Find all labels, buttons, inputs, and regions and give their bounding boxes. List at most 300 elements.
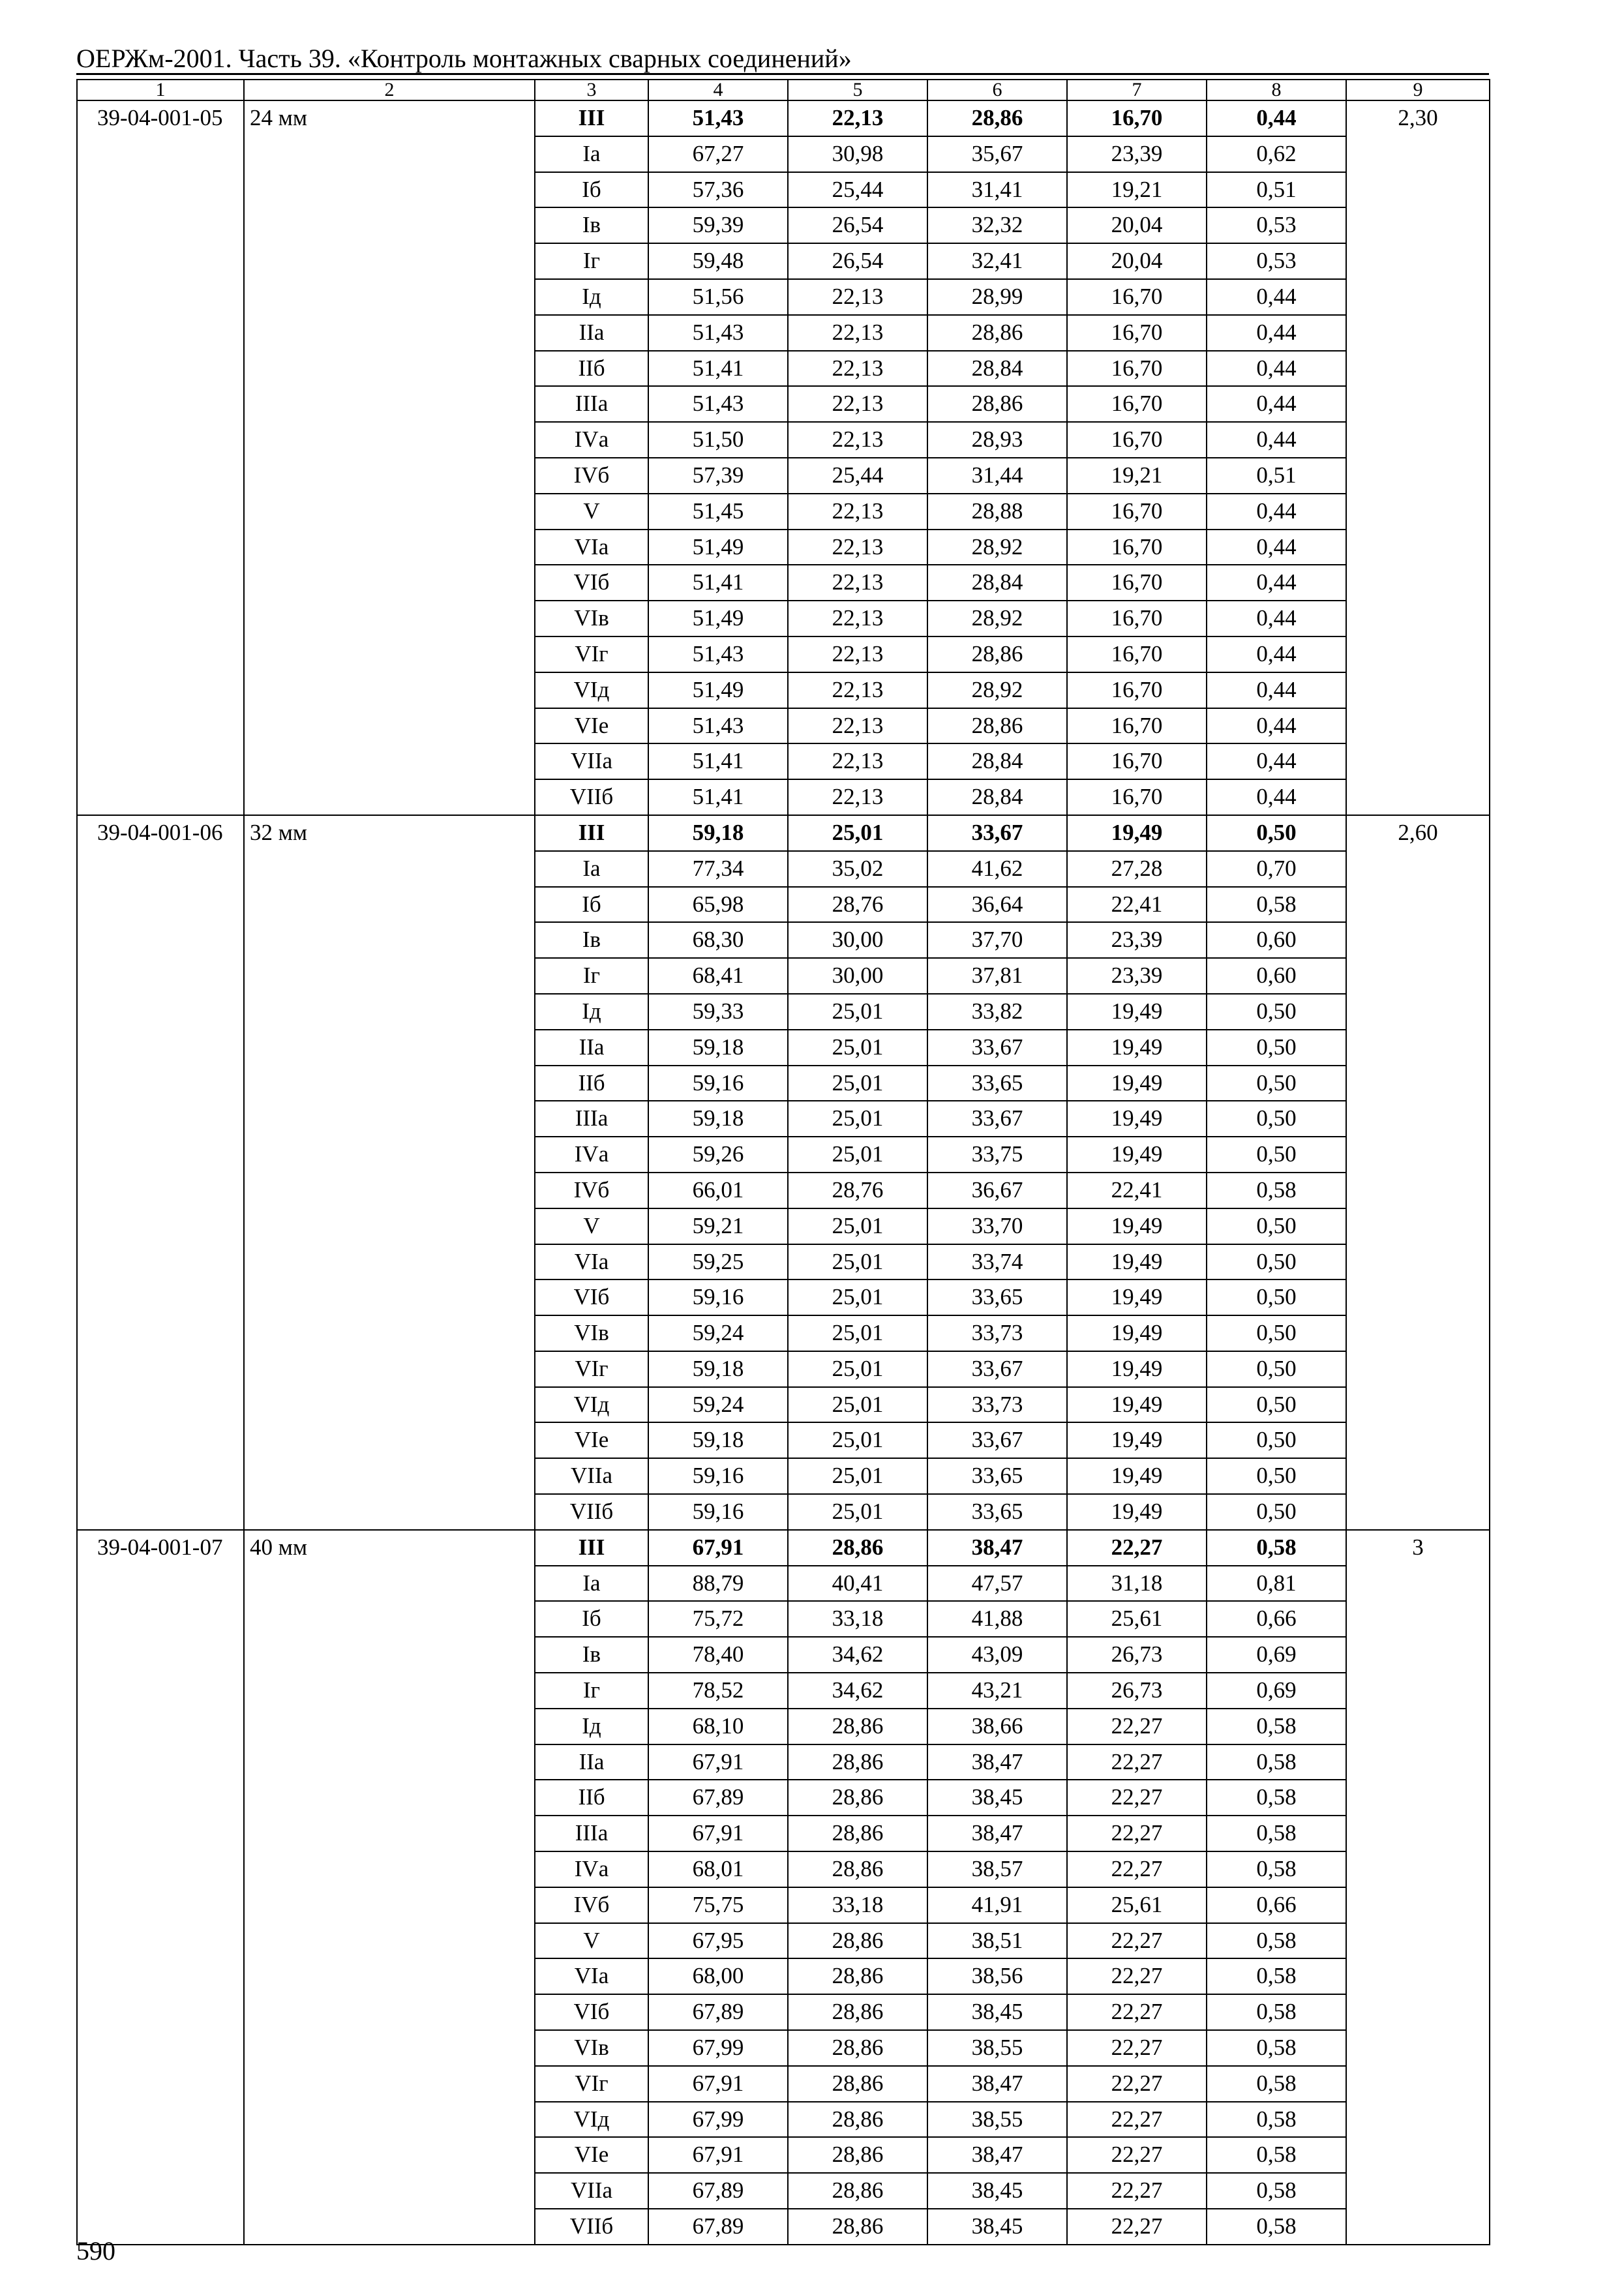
value-cell: 65,98 [648,887,788,923]
value-cell: 25,01 [788,1351,927,1387]
page-number: 590 [76,2236,115,2266]
value-cell: 31,44 [927,458,1067,494]
value-cell: 22,27 [1067,2137,1207,2173]
value-cell: 38,45 [927,2173,1067,2209]
value-cell: 0,51 [1207,172,1346,208]
value-cell: 75,75 [648,1887,788,1923]
value-cell: 16,70 [1067,422,1207,458]
value-cell: 59,48 [648,243,788,279]
value-cell: 32,32 [927,207,1067,243]
value-cell: 28,86 [788,2173,927,2209]
value-cell: 28,86 [927,636,1067,672]
value-cell: 88,79 [648,1566,788,1602]
value-cell: 22,27 [1067,1530,1207,1566]
value-cell: 0,50 [1207,815,1346,851]
value-cell: 28,86 [788,1780,927,1816]
value-cell: 38,55 [927,2102,1067,2138]
value-cell: 28,76 [788,887,927,923]
value-cell: 33,65 [927,1458,1067,1494]
value-cell: 0,69 [1207,1673,1346,1709]
category-cell: Iа [535,851,648,887]
value-cell: 26,54 [788,207,927,243]
value-cell: 28,76 [788,1173,927,1208]
value-cell: 59,26 [648,1137,788,1173]
value-cell: 38,47 [927,1816,1067,1851]
value-cell: 28,92 [927,672,1067,708]
value-cell: 16,70 [1067,279,1207,315]
value-cell: 0,66 [1207,1887,1346,1923]
value-cell: 22,13 [788,779,927,815]
value-cell: 19,49 [1067,994,1207,1030]
value-cell: 51,45 [648,494,788,530]
category-cell: Iа [535,1566,648,1602]
value-cell: 59,18 [648,1101,788,1137]
value-cell: 28,86 [927,386,1067,422]
value-cell: 22,13 [788,636,927,672]
value-cell: 28,86 [788,1530,927,1566]
value-cell: 22,13 [788,422,927,458]
value-cell: 0,50 [1207,1315,1346,1351]
value-cell: 16,70 [1067,672,1207,708]
value-cell: 16,70 [1067,636,1207,672]
value-cell: 23,39 [1067,136,1207,172]
table-row [77,1530,1490,1566]
value-cell: 59,18 [648,1351,788,1387]
value-cell: 68,00 [648,1958,788,1994]
value-cell: 22,27 [1067,2102,1207,2138]
value-cell: 0,50 [1207,1137,1346,1173]
value-cell: 51,43 [648,708,788,744]
value-cell: 38,51 [927,1923,1067,1959]
category-cell: Iг [535,1673,648,1709]
category-cell: IVа [535,422,648,458]
value-cell: 57,36 [648,172,788,208]
value-cell: 51,50 [648,422,788,458]
category-cell: IIб [535,351,648,387]
category-cell: Iг [535,958,648,994]
value-cell: 22,13 [788,494,927,530]
value-cell: 0,44 [1207,279,1346,315]
category-cell: IVб [535,458,648,494]
value-cell: 27,28 [1067,851,1207,887]
category-cell: Iб [535,172,648,208]
category-cell: IIа [535,1744,648,1780]
value-cell: 59,25 [648,1244,788,1280]
value-cell: 25,01 [788,1244,927,1280]
category-cell: VIв [535,2030,648,2066]
value-cell: 0,53 [1207,243,1346,279]
value-cell: 28,86 [788,1994,927,2030]
value-cell: 0,81 [1207,1566,1346,1602]
value-cell: 28,86 [927,315,1067,351]
value-cell: 0,58 [1207,1780,1346,1816]
value-cell: 67,91 [648,2137,788,2173]
column-number-5: 5 [788,80,927,100]
table-body [77,100,1490,2245]
value-cell: 59,16 [648,1458,788,1494]
column-number-7: 7 [1067,80,1207,100]
category-cell: Iд [535,1709,648,1744]
value-cell: 67,27 [648,136,788,172]
value-cell: 25,01 [788,1101,927,1137]
value-cell: 19,49 [1067,1208,1207,1244]
rate-code: 39-04-001-05 [77,100,244,815]
value-cell: 30,00 [788,958,927,994]
value-cell: 67,99 [648,2102,788,2138]
category-cell: IVа [535,1137,648,1173]
value-cell: 19,49 [1067,1387,1207,1423]
value-cell: 28,86 [788,1923,927,1959]
value-cell: 28,86 [788,2066,927,2102]
value-cell: 0,44 [1207,315,1346,351]
category-cell: VIд [535,1387,648,1423]
value-cell: 26,73 [1067,1673,1207,1709]
value-cell: 0,50 [1207,1066,1346,1101]
value-cell: 51,43 [648,100,788,136]
value-cell: 28,84 [927,565,1067,601]
value-cell: 67,95 [648,1923,788,1959]
col9-value: 2,60 [1346,815,1490,1530]
column-number-3: 3 [535,80,648,100]
value-cell: 16,70 [1067,100,1207,136]
value-cell: 38,45 [927,2209,1067,2245]
value-cell: 0,58 [1207,2173,1346,2209]
value-cell: 19,49 [1067,1351,1207,1387]
category-cell: VIIа [535,743,648,779]
value-cell: 0,50 [1207,1208,1346,1244]
column-number-1: 1 [77,80,244,100]
category-cell: IIа [535,1030,648,1066]
value-cell: 16,70 [1067,530,1207,565]
value-cell: 51,43 [648,386,788,422]
value-cell: 25,01 [788,1387,927,1423]
value-cell: 0,44 [1207,422,1346,458]
value-cell: 22,27 [1067,1851,1207,1887]
value-cell: 22,27 [1067,1816,1207,1851]
value-cell: 0,50 [1207,1387,1346,1423]
category-cell: VIд [535,2102,648,2138]
value-cell: 28,93 [927,422,1067,458]
value-cell: 25,01 [788,1315,927,1351]
value-cell: 28,86 [788,2102,927,2138]
category-cell: Iд [535,279,648,315]
category-cell: VIа [535,1958,648,1994]
value-cell: 0,58 [1207,1173,1346,1208]
value-cell: 68,01 [648,1851,788,1887]
value-cell: 0,44 [1207,743,1346,779]
category-cell: IIIа [535,386,648,422]
category-cell: III [535,1530,648,1566]
col9-value: 3 [1346,1530,1490,2245]
value-cell: 59,39 [648,207,788,243]
value-cell: 0,44 [1207,708,1346,744]
rate-name: 24 мм [244,100,535,815]
value-cell: 33,67 [927,1030,1067,1066]
value-cell: 0,58 [1207,1744,1346,1780]
column-number-4: 4 [648,80,788,100]
value-cell: 51,56 [648,279,788,315]
value-cell: 16,70 [1067,565,1207,601]
value-cell: 33,67 [927,1351,1067,1387]
rate-code: 39-04-001-07 [77,1530,244,2245]
value-cell: 16,70 [1067,351,1207,387]
value-cell: 31,18 [1067,1566,1207,1602]
value-cell: 0,50 [1207,994,1346,1030]
value-cell: 22,13 [788,743,927,779]
value-cell: 67,91 [648,1530,788,1566]
value-cell: 38,47 [927,1744,1067,1780]
value-cell: 43,21 [927,1673,1067,1709]
value-cell: 0,44 [1207,565,1346,601]
value-cell: 0,58 [1207,1958,1346,1994]
value-cell: 0,50 [1207,1030,1346,1066]
category-cell: VIб [535,1994,648,2030]
value-cell: 51,49 [648,601,788,636]
value-cell: 0,50 [1207,1351,1346,1387]
value-cell: 0,44 [1207,601,1346,636]
value-cell: 0,44 [1207,100,1346,136]
value-cell: 33,73 [927,1387,1067,1423]
value-cell: 22,13 [788,100,927,136]
value-cell: 47,57 [927,1566,1067,1602]
value-cell: 19,21 [1067,458,1207,494]
category-cell: VIб [535,565,648,601]
value-cell: 68,41 [648,958,788,994]
value-cell: 16,70 [1067,743,1207,779]
category-cell: V [535,1208,648,1244]
category-cell: VIIб [535,779,648,815]
value-cell: 33,67 [927,1101,1067,1137]
category-cell: V [535,494,648,530]
value-cell: 67,99 [648,2030,788,2066]
value-cell: 0,53 [1207,207,1346,243]
value-cell: 0,44 [1207,672,1346,708]
category-cell: Iа [535,136,648,172]
value-cell: 41,62 [927,851,1067,887]
value-cell: 68,30 [648,922,788,958]
value-cell: 34,62 [788,1637,927,1673]
value-cell: 57,39 [648,458,788,494]
page-title: ОЕРЖм-2001. Часть 39. «Контроль монтажных сварных соединений» [76,44,852,73]
value-cell: 0,58 [1207,2030,1346,2066]
value-cell: 67,91 [648,2066,788,2102]
value-cell: 22,13 [788,315,927,351]
value-cell: 59,18 [648,1030,788,1066]
value-cell: 23,39 [1067,922,1207,958]
value-cell: 19,49 [1067,1030,1207,1066]
value-cell: 22,27 [1067,1709,1207,1744]
value-cell: 28,86 [788,2030,927,2066]
value-cell: 22,13 [788,530,927,565]
value-cell: 33,67 [927,815,1067,851]
value-cell: 41,91 [927,1887,1067,1923]
category-cell: VIг [535,2066,648,2102]
value-cell: 22,27 [1067,1958,1207,1994]
value-cell: 25,01 [788,1137,927,1173]
value-cell: 35,02 [788,851,927,887]
category-cell: V [535,1923,648,1959]
value-cell: 25,44 [788,458,927,494]
category-cell: IIб [535,1066,648,1101]
value-cell: 25,61 [1067,1887,1207,1923]
value-cell: 33,70 [927,1208,1067,1244]
value-cell: 33,75 [927,1137,1067,1173]
value-cell: 0,58 [1207,887,1346,923]
value-cell: 23,39 [1067,958,1207,994]
rates-table-container [76,79,1489,2245]
value-cell: 22,13 [788,601,927,636]
value-cell: 43,09 [927,1637,1067,1673]
category-cell: VIв [535,1315,648,1351]
value-cell: 33,65 [927,1494,1067,1530]
value-cell: 28,84 [927,351,1067,387]
value-cell: 28,86 [927,100,1067,136]
value-cell: 35,67 [927,136,1067,172]
value-cell: 28,86 [788,1744,927,1780]
value-cell: 38,55 [927,2030,1067,2066]
category-cell: III [535,815,648,851]
value-cell: 51,43 [648,636,788,672]
value-cell: 28,88 [927,494,1067,530]
value-cell: 22,27 [1067,2173,1207,2209]
value-cell: 67,89 [648,2209,788,2245]
value-cell: 25,61 [1067,1601,1207,1637]
value-cell: 22,13 [788,565,927,601]
value-cell: 33,18 [788,1887,927,1923]
value-cell: 38,57 [927,1851,1067,1887]
value-cell: 19,21 [1067,172,1207,208]
category-cell: VIв [535,601,648,636]
value-cell: 20,04 [1067,243,1207,279]
value-cell: 19,49 [1067,1066,1207,1101]
value-cell: 22,13 [788,708,927,744]
category-cell: Iб [535,887,648,923]
value-cell: 22,13 [788,386,927,422]
value-cell: 16,70 [1067,386,1207,422]
value-cell: 0,60 [1207,922,1346,958]
value-cell: 0,44 [1207,636,1346,672]
value-cell: 33,65 [927,1066,1067,1101]
value-cell: 59,18 [648,815,788,851]
value-cell: 51,41 [648,743,788,779]
value-cell: 68,10 [648,1709,788,1744]
value-cell: 0,58 [1207,2209,1346,2245]
column-number-9: 9 [1346,80,1490,100]
value-cell: 67,89 [648,1780,788,1816]
value-cell: 0,58 [1207,1816,1346,1851]
value-cell: 22,41 [1067,887,1207,923]
value-cell: 28,86 [788,1851,927,1887]
value-cell: 0,58 [1207,1709,1346,1744]
value-cell: 22,27 [1067,1780,1207,1816]
header-rule [76,73,1489,75]
col9-value: 2,30 [1346,100,1490,815]
value-cell: 33,18 [788,1601,927,1637]
value-cell: 0,58 [1207,2137,1346,2173]
value-cell: 51,49 [648,672,788,708]
value-cell: 37,70 [927,922,1067,958]
value-cell: 0,50 [1207,1279,1346,1315]
value-cell: 75,72 [648,1601,788,1637]
column-number-2: 2 [244,80,535,100]
value-cell: 78,40 [648,1637,788,1673]
value-cell: 77,34 [648,851,788,887]
value-cell: 25,01 [788,815,927,851]
category-cell: VIе [535,708,648,744]
value-cell: 25,44 [788,172,927,208]
category-cell: VIIб [535,1494,648,1530]
category-cell: IIб [535,1780,648,1816]
value-cell: 19,49 [1067,1422,1207,1458]
value-cell: 22,27 [1067,1744,1207,1780]
category-cell: IIIа [535,1101,648,1137]
value-cell: 22,27 [1067,1923,1207,1959]
value-cell: 0,58 [1207,2066,1346,2102]
value-cell: 51,43 [648,315,788,351]
category-cell: III [535,100,648,136]
value-cell: 0,60 [1207,958,1346,994]
value-cell: 16,70 [1067,779,1207,815]
value-cell: 25,01 [788,1494,927,1530]
value-cell: 78,52 [648,1673,788,1709]
category-cell: VIIа [535,2173,648,2209]
value-cell: 19,49 [1067,1244,1207,1280]
value-cell: 38,66 [927,1709,1067,1744]
value-cell: 0,44 [1207,779,1346,815]
value-cell: 28,86 [788,1816,927,1851]
category-cell: VIа [535,1244,648,1280]
value-cell: 67,91 [648,1816,788,1851]
value-cell: 59,24 [648,1315,788,1351]
value-cell: 38,47 [927,2066,1067,2102]
value-cell: 16,70 [1067,494,1207,530]
category-cell: IVа [535,1851,648,1887]
value-cell: 0,44 [1207,351,1346,387]
category-cell: VIа [535,530,648,565]
category-cell: VIд [535,672,648,708]
category-cell: Iв [535,1637,648,1673]
value-cell: 28,99 [927,279,1067,315]
value-cell: 26,54 [788,243,927,279]
value-cell: 0,50 [1207,1101,1346,1137]
value-cell: 51,49 [648,530,788,565]
value-cell: 28,84 [927,779,1067,815]
value-cell: 33,74 [927,1244,1067,1280]
category-cell: IVб [535,1887,648,1923]
value-cell: 41,88 [927,1601,1067,1637]
table-row [77,100,1490,136]
value-cell: 19,49 [1067,1101,1207,1137]
value-cell: 59,18 [648,1422,788,1458]
rate-code: 39-04-001-06 [77,815,244,1530]
rate-name: 32 мм [244,815,535,1530]
value-cell: 59,16 [648,1066,788,1101]
table-row [77,815,1490,851]
value-cell: 30,98 [788,136,927,172]
value-cell: 59,24 [648,1387,788,1423]
category-cell: VIе [535,1422,648,1458]
category-cell: VIе [535,2137,648,2173]
value-cell: 0,50 [1207,1244,1346,1280]
value-cell: 19,49 [1067,1458,1207,1494]
value-cell: 28,84 [927,743,1067,779]
value-cell: 67,89 [648,2173,788,2209]
value-cell: 0,58 [1207,1530,1346,1566]
value-cell: 19,49 [1067,1315,1207,1351]
value-cell: 33,65 [927,1279,1067,1315]
value-cell: 26,73 [1067,1637,1207,1673]
value-cell: 0,44 [1207,530,1346,565]
